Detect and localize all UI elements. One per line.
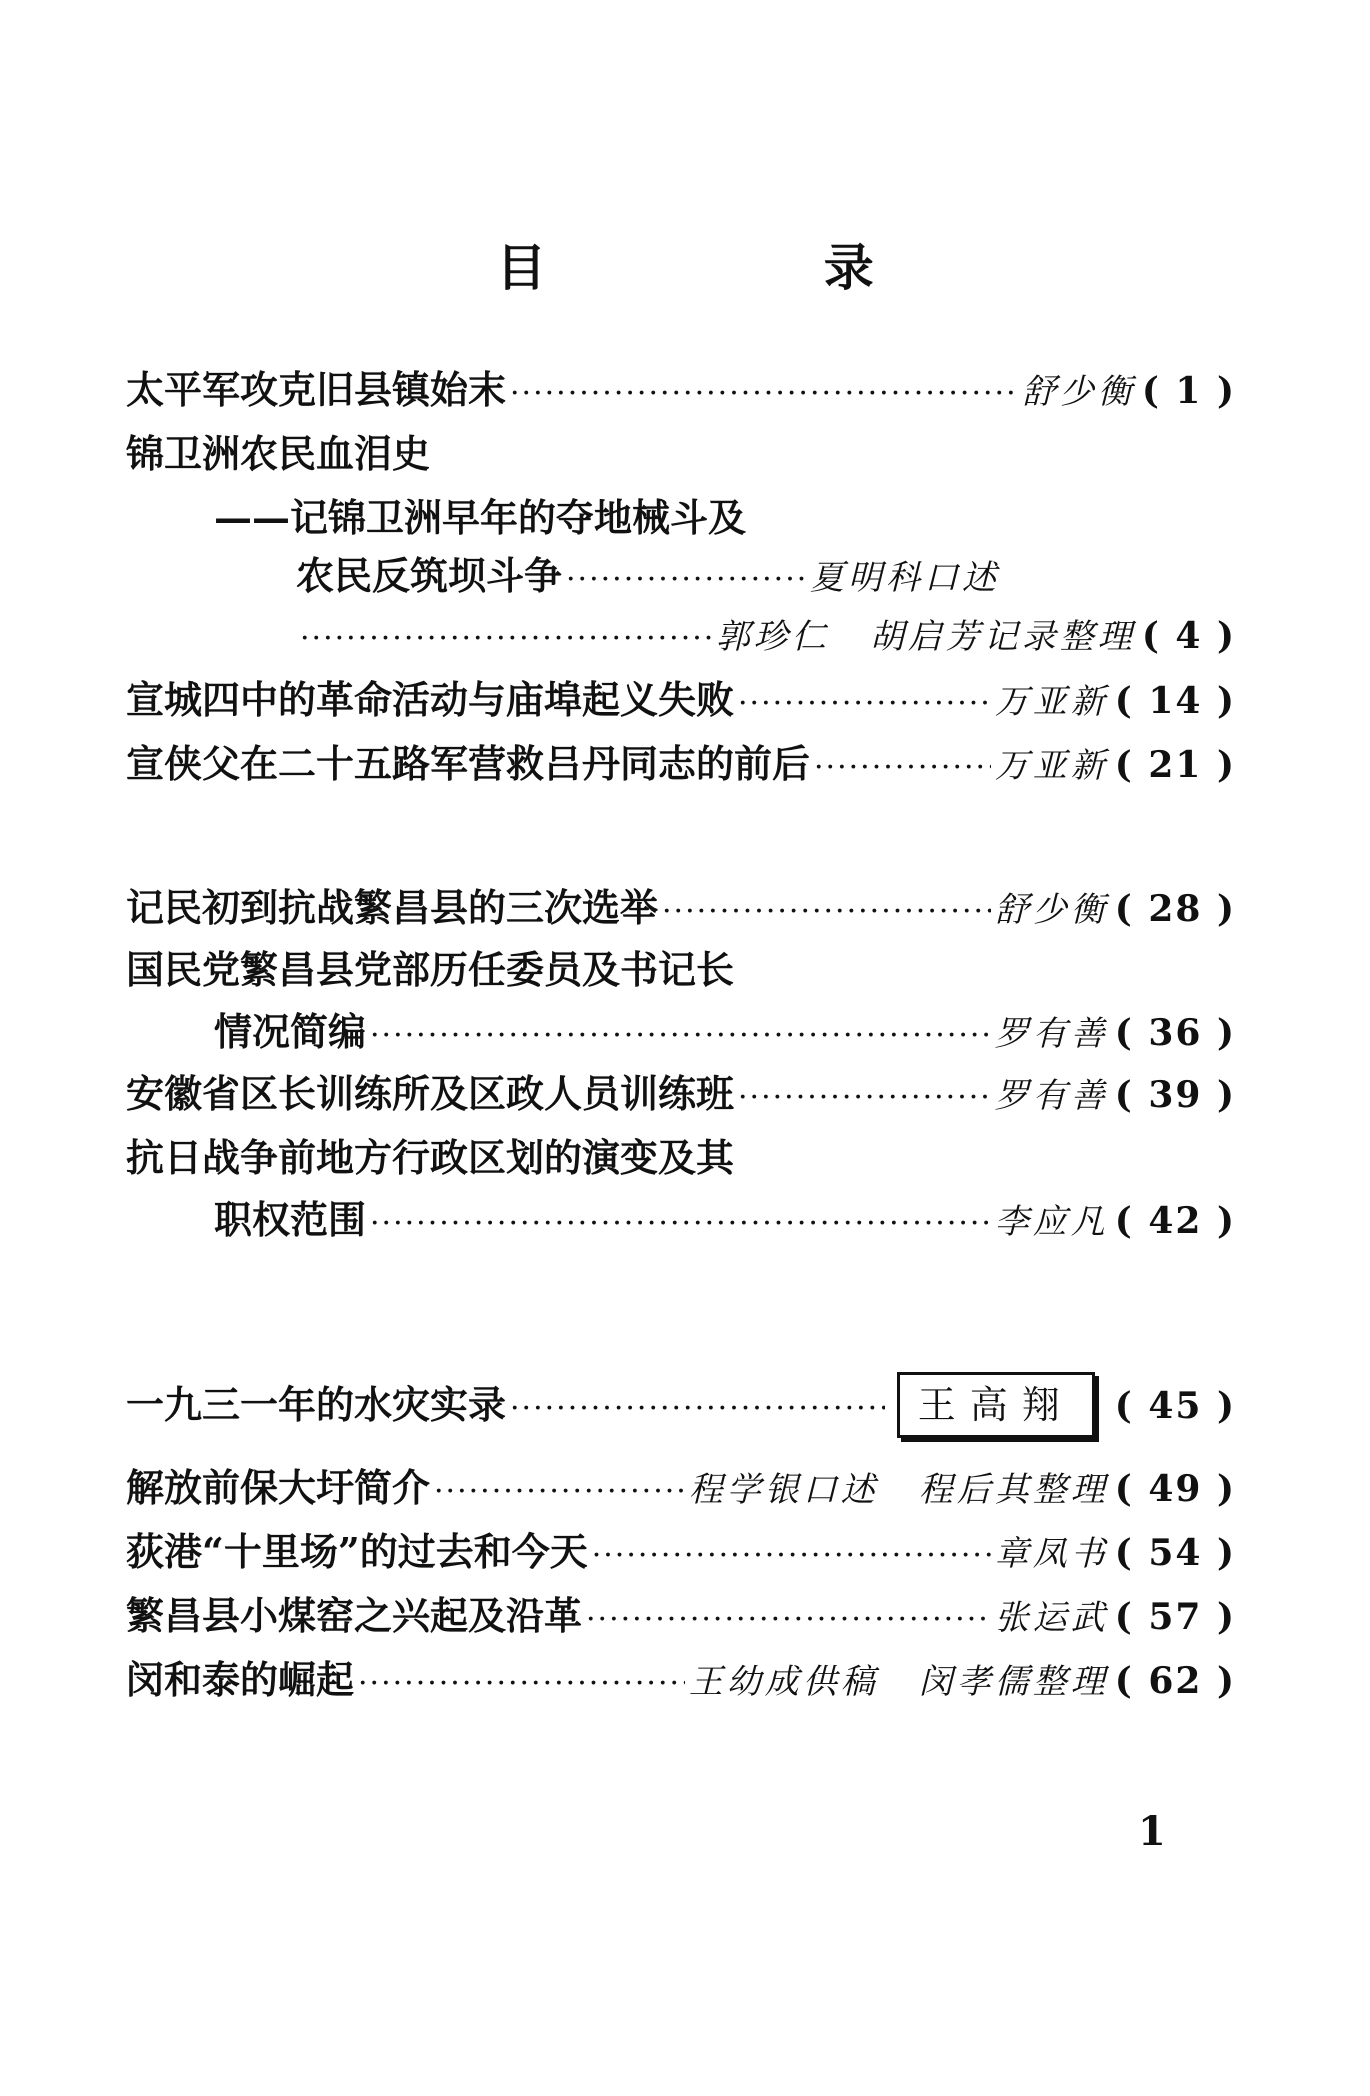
entry-title: 国民党繁昌县党部历任委员及书记长 bbox=[126, 947, 735, 992]
leader-dots bbox=[814, 744, 991, 792]
entry-author: 章凤书 bbox=[994, 1534, 1109, 1574]
entry-page: ( 45 ) bbox=[1114, 1385, 1236, 1427]
entry-title: 解放前保大圩简介 bbox=[126, 1465, 431, 1510]
entry-title: 荻港“十里场”的过去和今天 bbox=[126, 1529, 588, 1574]
entry-title: 繁昌县小煤窑之兴起及沿革 bbox=[126, 1593, 583, 1638]
entry-author: 程学银口述 bbox=[688, 1470, 879, 1510]
entry-author: 夏明科口述 bbox=[810, 558, 1001, 598]
entry-title: 一九三一年的水灾实录 bbox=[126, 1382, 507, 1427]
leader-dots bbox=[510, 370, 1018, 418]
leader-dots bbox=[434, 1468, 685, 1516]
toc-entry bbox=[296, 612, 1236, 663]
leader-dots bbox=[662, 888, 991, 936]
toc-entry bbox=[126, 1656, 1236, 1708]
toc-entry bbox=[126, 1134, 734, 1182]
entry-author: 郭珍仁 bbox=[715, 617, 830, 657]
entry-page: ( 49 ) bbox=[1114, 1468, 1236, 1510]
entry-page: ( 36 ) bbox=[1114, 1012, 1236, 1054]
entry-author: 王幼成供稿 bbox=[688, 1662, 879, 1702]
toc-entry bbox=[126, 740, 1236, 792]
entry-title: 宣侠父在二十五路军营救吕丹同志的前后 bbox=[126, 741, 811, 786]
toc-entry bbox=[296, 552, 1000, 604]
entry-title: 安徽省区长训练所及区政人员训练班 bbox=[126, 1071, 735, 1116]
entry-author-boxed: 王高翔 bbox=[897, 1372, 1095, 1438]
entry-author: 万亚新 bbox=[994, 682, 1109, 722]
entry-author: 舒少衡 bbox=[994, 890, 1109, 930]
leader-dots bbox=[738, 1074, 991, 1122]
entry-title: 闵和泰的崛起 bbox=[126, 1657, 355, 1702]
toc-entry bbox=[126, 430, 430, 478]
leader-dots bbox=[300, 615, 712, 663]
entry-author: 舒少衡 bbox=[1021, 372, 1136, 412]
entry-page: ( 42 ) bbox=[1114, 1200, 1236, 1242]
entry-page: ( 21 ) bbox=[1114, 744, 1236, 786]
entry-author: 罗有善 bbox=[994, 1076, 1109, 1116]
entry-title: 记民初到抗战繁昌县的三次选举 bbox=[126, 885, 659, 930]
leader-dots bbox=[358, 1660, 685, 1708]
entry-page: ( 62 ) bbox=[1114, 1660, 1236, 1702]
entry-author-secondary: 闵孝儒整理 bbox=[918, 1662, 1109, 1702]
toc-entry bbox=[214, 1196, 1236, 1248]
leader-dots bbox=[738, 680, 991, 728]
toc-entry-subtitle bbox=[214, 494, 746, 542]
entry-title: 职权范围 bbox=[214, 1197, 367, 1242]
leader-dots bbox=[592, 1532, 991, 1580]
leader-dots bbox=[370, 1012, 991, 1060]
entry-title: 锦卫洲农民血泪史 bbox=[126, 431, 431, 476]
leader-dots bbox=[510, 1385, 885, 1433]
entry-title: 太平军攻克旧县镇始末 bbox=[126, 367, 507, 412]
toc-entry bbox=[126, 1372, 1236, 1438]
entry-author: 万亚新 bbox=[994, 746, 1109, 786]
entry-page: ( 39 ) bbox=[1114, 1074, 1236, 1116]
toc-entry bbox=[126, 366, 1236, 418]
toc-entry bbox=[126, 1528, 1236, 1580]
entry-title: 抗日战争前地方行政区划的演变及其 bbox=[126, 1135, 735, 1180]
entry-author-secondary: 胡启芳记录整理 bbox=[869, 617, 1136, 657]
entry-page: ( 14 ) bbox=[1114, 680, 1236, 722]
entry-title: 宣城四中的革命活动与庙埠起义失败 bbox=[126, 677, 735, 722]
entry-title: 情况简编 bbox=[214, 1009, 367, 1054]
page-title: 目 录 bbox=[496, 239, 1004, 297]
toc-entry bbox=[126, 1592, 1236, 1644]
toc-entry bbox=[126, 884, 1236, 936]
entry-author: 张运武 bbox=[994, 1598, 1109, 1638]
entry-page: ( 54 ) bbox=[1114, 1532, 1236, 1574]
toc-entry bbox=[126, 676, 1236, 728]
leader-dots bbox=[586, 1596, 991, 1644]
entry-page: ( 1 ) bbox=[1141, 370, 1236, 412]
entry-author: 罗有善 bbox=[994, 1014, 1109, 1054]
toc-entry bbox=[126, 1464, 1236, 1516]
entry-title: ——记锦卫洲早年的夺地械斗及 bbox=[214, 495, 747, 540]
entry-title: 农民反筑坝斗争 bbox=[296, 553, 563, 598]
page-number: 1 bbox=[1138, 1808, 1166, 1855]
entry-page: ( 57 ) bbox=[1114, 1596, 1236, 1638]
entry-author: 李应凡 bbox=[994, 1202, 1109, 1242]
entry-page: ( 28 ) bbox=[1114, 888, 1236, 930]
entry-author-secondary: 程后其整理 bbox=[918, 1470, 1109, 1510]
toc-entry bbox=[126, 946, 734, 994]
leader-dots bbox=[566, 556, 806, 604]
leader-dots bbox=[370, 1200, 991, 1248]
toc-entry bbox=[126, 1070, 1236, 1122]
toc-entry bbox=[214, 1008, 1236, 1060]
entry-page: ( 4 ) bbox=[1141, 615, 1236, 657]
